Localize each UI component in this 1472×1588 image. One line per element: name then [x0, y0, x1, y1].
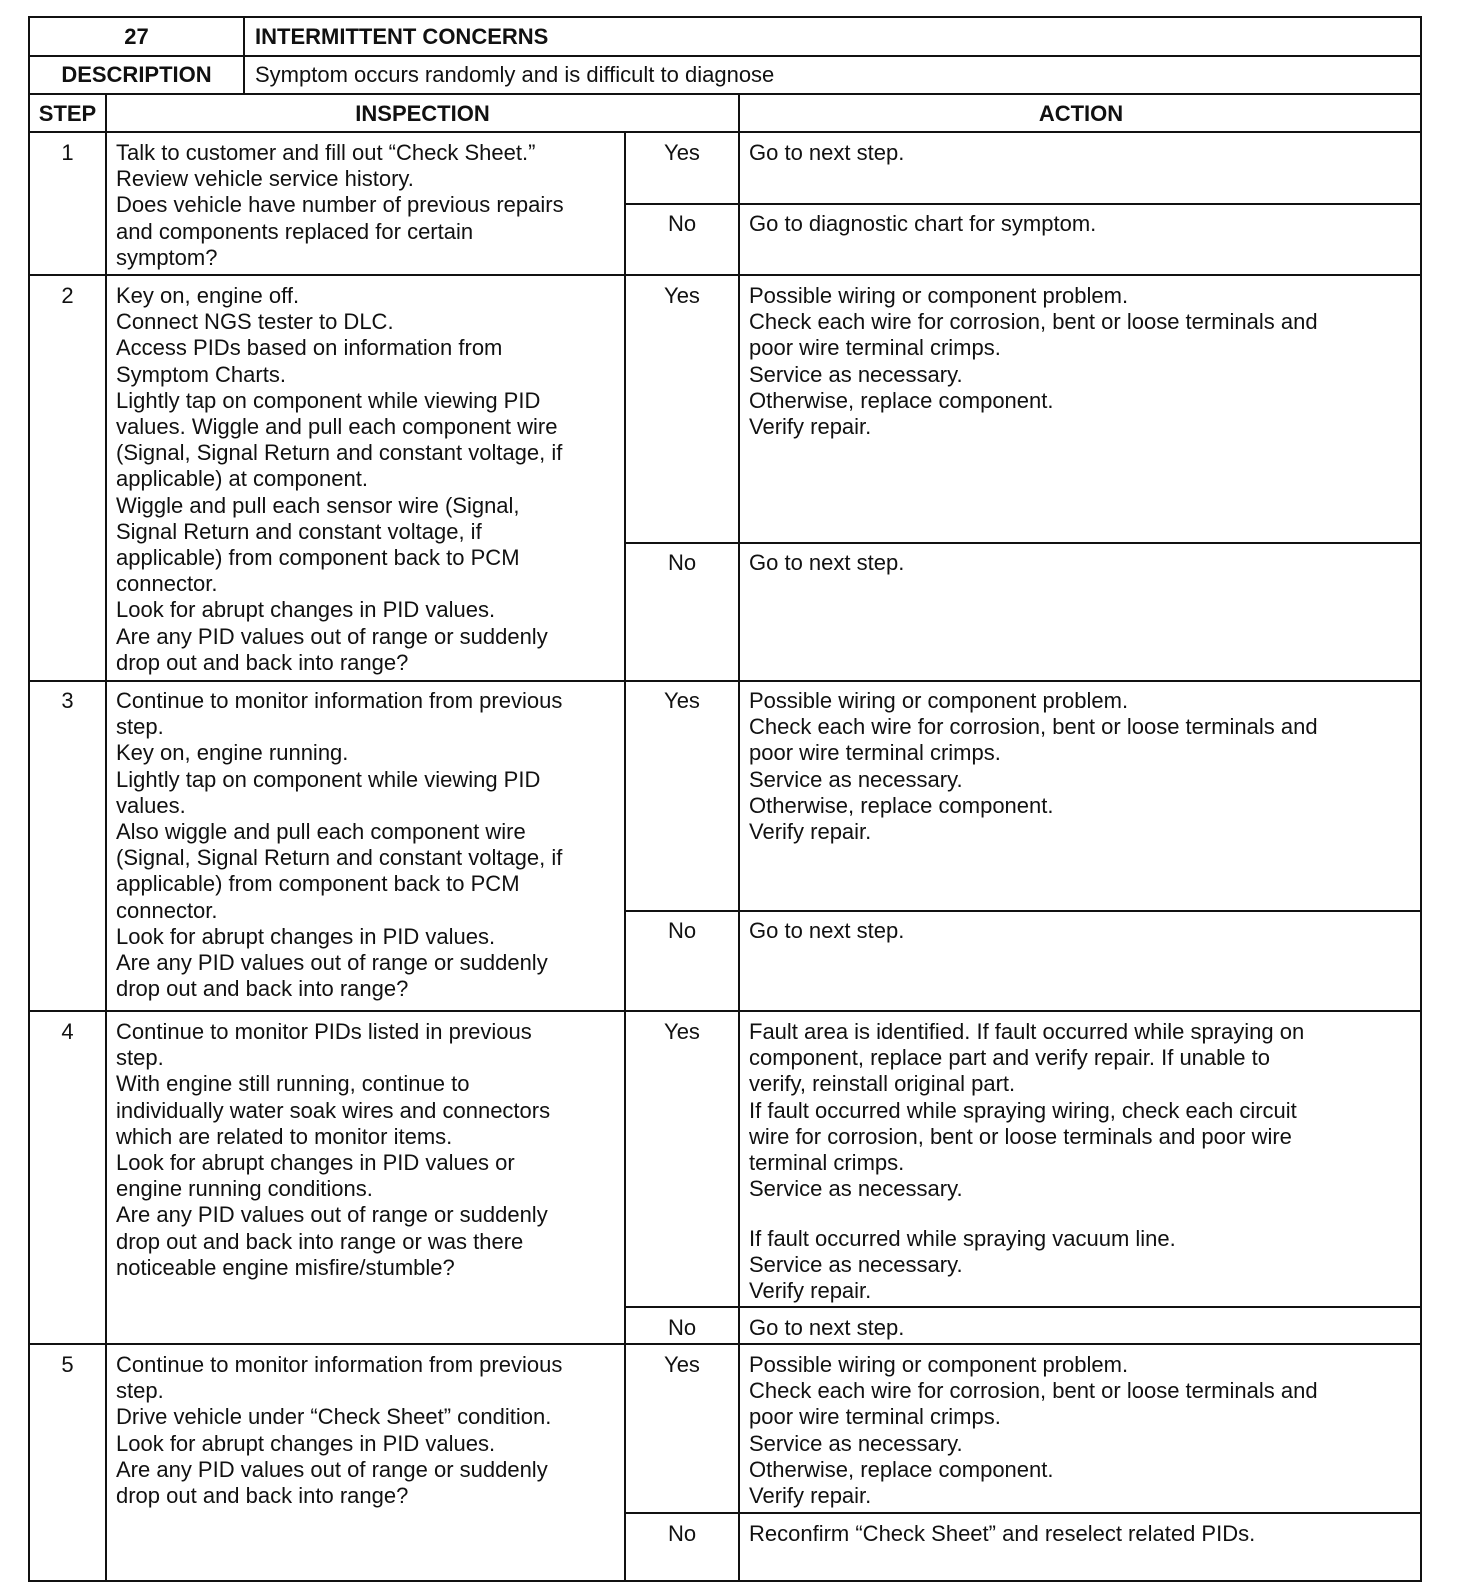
step-inspection: Continue to monitor information from previous step. Key on, engine running. Lightly tap on component while viewing PID values. Also wiggle and pull each component wire (Signal, Signal Return and constant voltage, if applicable) from component back to PCM connector. Look for abrupt changes in PID values. Are any PID values out of range or suddenly drop out and back into range? [116, 688, 563, 1002]
yes-label: Yes [664, 1019, 700, 1044]
yes-action: Go to next step. [749, 140, 905, 165]
yes-action: Fault area is identified. If fault occurred while spraying on component, replace part and verify repair. If unable to verify, reinstall original part. If fault occurred while spraying wiring, check each circuit wire for corrosion, bent or loose terminals and poor wire terminal crimps. Service as necessary. [749, 1019, 1305, 1202]
yes-action: Possible wiring or component problem. Check each wire for corrosion, bent or loose terminals and poor wire terminal crimps. Service as necessary. Otherwise, replace component. Verify repair. [749, 688, 1318, 845]
row-separator [30, 274, 1422, 276]
step-number: 2 [61, 283, 74, 308]
yes-no-separator [626, 203, 1422, 205]
step-column-line [105, 95, 107, 1582]
step-column-header: STEP [38, 101, 97, 126]
step-number: 4 [61, 1019, 74, 1044]
yes-no-separator [626, 910, 1422, 912]
row-separator [30, 1010, 1422, 1012]
diagnostic-table [28, 16, 1422, 1582]
yes-action-extra: If fault occurred while spraying vacuum line. Service as necessary. Verify repair. [749, 1226, 1176, 1304]
no-label: No [667, 211, 697, 236]
yes-action: Possible wiring or component problem. Check each wire for corrosion, bent or loose terminals and poor wire terminal crimps. Service as necessary. Otherwise, replace component. Verify repair. [749, 1352, 1318, 1509]
step-inspection: Continue to monitor information from previous step. Drive vehicle under “Check Sheet” condition. Look for abrupt changes in PID values. Are any PID values out of range or suddenly drop out and back into range? [116, 1352, 563, 1509]
header-divider [243, 18, 245, 95]
inspection-column-header: INSPECTION [355, 101, 490, 126]
yes-no-separator [626, 1512, 1422, 1514]
step-number: 1 [61, 140, 74, 165]
step-inspection: Key on, engine off. Connect NGS tester to DLC. Access PIDs based on information from Symptom Charts. Lightly tap on component while viewing PID values. Wiggle and pull each component wire (Signal, Signal Return and constant voltage, if applicable) at component. Wiggle and pull each sensor wire (Signal, Signal Return and constant voltage, if applicable) from component back to PCM connector. Look for abrupt changes in PID values. Are any PID values out of range or suddenly drop out and back into range? [116, 283, 563, 675]
yes-label: Yes [664, 1352, 700, 1377]
no-label: No [667, 550, 697, 575]
yes-action: Possible wiring or component problem. Check each wire for corrosion, bent or loose terminals and poor wire terminal crimps. Service as necessary. Otherwise, replace component. Verify repair. [749, 283, 1318, 440]
description-text: Symptom occurs randomly and is difficult to diagnose [255, 62, 775, 87]
yes-label: Yes [664, 140, 700, 165]
no-label: No [667, 918, 697, 943]
step-number: 5 [61, 1352, 74, 1377]
action-column-header: ACTION [1038, 101, 1124, 126]
row-separator [30, 680, 1422, 682]
chart-number: 27 [124, 24, 149, 49]
yes-no-separator [626, 1306, 1422, 1308]
no-label: No [667, 1521, 697, 1546]
description-label: DESCRIPTION [61, 62, 212, 87]
no-action: Go to diagnostic chart for symptom. [749, 211, 1097, 236]
no-action: Go to next step. [749, 1315, 905, 1340]
row-separator [30, 1343, 1422, 1345]
step-inspection: Talk to customer and fill out “Check Sheet.” Review vehicle service history. Does vehicle have number of previous repairs and components replaced for certain symptom? [116, 140, 564, 270]
no-action: Go to next step. [749, 550, 905, 575]
no-action: Go to next step. [749, 918, 905, 943]
step-number: 3 [61, 688, 74, 713]
action-column-line [738, 95, 740, 1582]
step-inspection: Continue to monitor PIDs listed in previous step. With engine still running, continue to individually water soak wires and connectors which are related to monitor items. Look for abrupt changes in PID values or engine running conditions. Are any PID values out of range or suddenly drop out and back into range or was there noticeable engine misfire/stumble? [116, 1019, 551, 1280]
yes-label: Yes [664, 688, 700, 713]
yes-label: Yes [664, 283, 700, 308]
yes-no-separator [626, 542, 1422, 544]
no-label: No [667, 1315, 697, 1340]
chart-title: INTERMITTENT CONCERNS [255, 24, 549, 49]
no-action: Reconfirm “Check Sheet” and reselect related PIDs. [749, 1521, 1256, 1546]
